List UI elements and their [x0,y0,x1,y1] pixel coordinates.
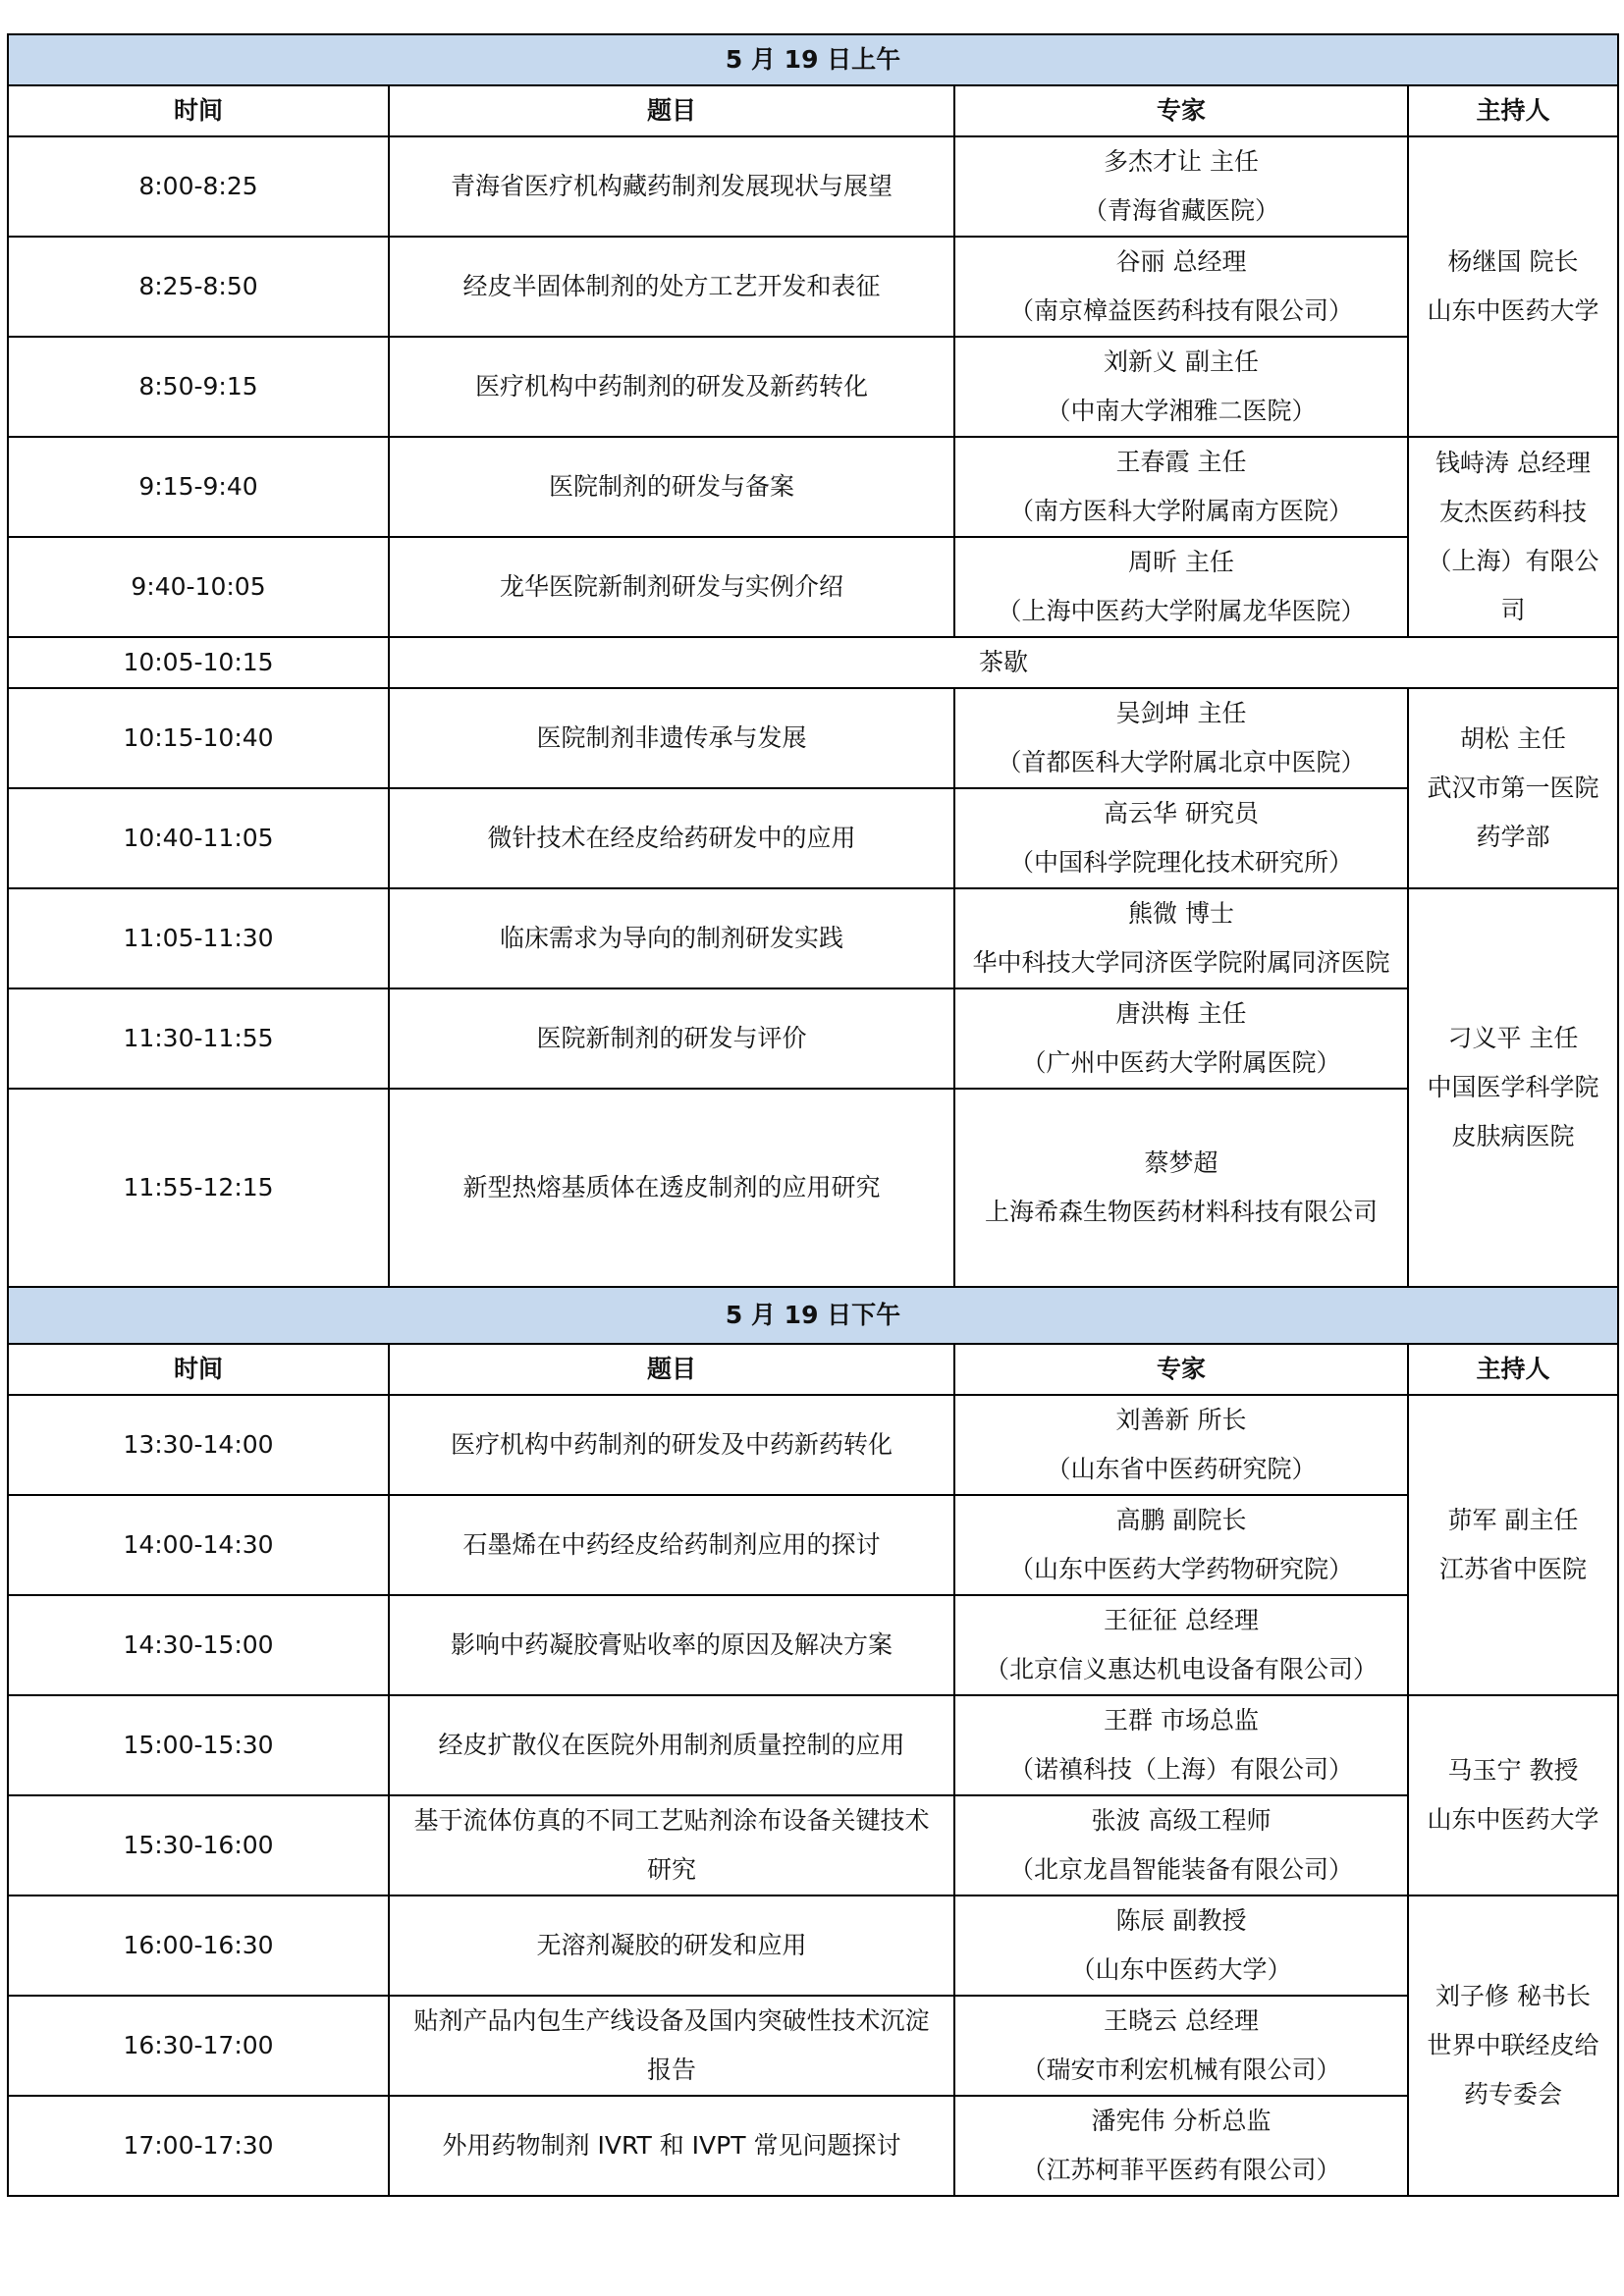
session-topic: 医疗机构中药制剂的研发及新药转化 [389,337,954,437]
expert-org: （山东中医药大学药物研究院） [1008,1555,1353,1583]
host-line: 茆军 副主任 [1447,1506,1579,1534]
header-host: 主持人 [1408,1344,1618,1395]
table-row [8,2096,1618,2196]
session-expert [954,2096,1408,2196]
table-row [8,1495,1618,1595]
session-expert [954,1395,1408,1495]
expert-org: （诺禛科技（上海）有限公司） [1008,1755,1353,1784]
section-title: 5 月 19 日下午 [8,1287,1618,1344]
host-line: 刁义平 主任 [1447,1024,1579,1052]
expert-org: （北京龙昌智能装备有限公司） [1008,1855,1353,1884]
expert-org: （中国科学院理化技术研究所） [1008,848,1353,877]
column-header-row [8,1344,1618,1395]
expert-name: 高鹏 副院长 [1115,1506,1247,1534]
session-host [1408,1896,1618,2196]
session-topic: 新型热熔基质体在透皮制剂的应用研究 [389,1089,954,1287]
session-time: 10:40-11:05 [8,788,389,888]
topic-line: 贴剂产品内包生产线设备及国内突破性技术沉淀 [413,2006,930,2035]
session-topic: 医院制剂的研发与备案 [389,437,954,537]
host-line: 中国医学科学院 [1427,1073,1599,1101]
expert-org: 华中科技大学同济医学院附属同济医院 [972,948,1390,977]
session-topic: 医院新制剂的研发与评价 [389,988,954,1089]
table-row [8,237,1618,337]
host-line: 江苏省中医院 [1439,1555,1588,1583]
expert-org: （北京信义惠达机电设备有限公司） [984,1655,1378,1683]
session-host [1408,688,1618,888]
session-expert [954,1695,1408,1795]
header-time: 时间 [8,1344,389,1395]
expert-name: 王春霞 主任 [1115,448,1247,476]
session-time: 8:00-8:25 [8,136,389,237]
expert-name: 唐洪梅 主任 [1115,999,1247,1028]
break-label: 茶歇 [389,637,1618,688]
expert-name: 蔡梦超 [1144,1148,1218,1177]
table-row [8,1996,1618,2096]
expert-name: 王征征 总经理 [1104,1606,1259,1634]
topic-line: 石墨烯在中药经皮给药制剂应用的探讨 [462,1530,881,1559]
expert-name: 王晓云 总经理 [1104,2006,1259,2035]
expert-org: （中南大学湘雅二医院） [1046,397,1317,425]
expert-name: 陈辰 副教授 [1115,1906,1247,1935]
header-time: 时间 [8,85,389,136]
session-topic: 临床需求为导向的制剂研发实践 [389,888,954,988]
host-line: 药学部 [1476,823,1550,851]
table-row [8,788,1618,888]
table-row [8,537,1618,637]
host-line: 友杰医药科技 [1439,498,1588,526]
session-time: 8:50-9:15 [8,337,389,437]
host-line: 世界中联经皮给 [1427,2031,1599,2059]
expert-name: 谷丽 总经理 [1115,247,1247,276]
session-topic: 龙华医院新制剂研发与实例介绍 [389,537,954,637]
host-line: 山东中医药大学 [1427,296,1599,325]
table-row [8,1395,1618,1495]
expert-org: （南京樟益医药科技有限公司） [1008,296,1353,325]
session-expert [954,437,1408,537]
session-time: 15:00-15:30 [8,1695,389,1795]
host-line: 马玉宁 教授 [1447,1756,1579,1785]
session-time: 9:15-9:40 [8,437,389,537]
session-host [1408,1395,1618,1695]
table-row [8,1695,1618,1795]
session-host [1408,437,1618,637]
session-expert [954,1795,1408,1896]
session-expert [954,1495,1408,1595]
session-expert [954,888,1408,988]
session-time: 14:00-14:30 [8,1495,389,1595]
session-expert [954,537,1408,637]
session-expert [954,237,1408,337]
expert-name: 周昕 主任 [1128,548,1234,576]
table-row [8,888,1618,988]
session-topic [389,1495,954,1595]
expert-org: （广州中医药大学附属医院） [1021,1048,1341,1077]
expert-name: 刘善新 所长 [1115,1406,1247,1434]
host-line: 药专委会 [1464,2080,1563,2109]
section-title: 5 月 19 日上午 [8,34,1618,85]
session-time: 8:25-8:50 [8,237,389,337]
session-time: 10:15-10:40 [8,688,389,788]
table-row [8,337,1618,437]
session-expert [954,1595,1408,1695]
host-line: 司 [1500,596,1526,624]
table-row [8,437,1618,537]
expert-org: （青海省藏医院） [1082,196,1279,225]
expert-org: （瑞安市利宏机械有限公司） [1021,2056,1341,2084]
expert-name: 熊微 博士 [1128,899,1234,928]
break-time: 10:05-10:15 [8,637,389,688]
session-time: 15:30-16:00 [8,1795,389,1896]
section-header-afternoon [8,1287,1618,1344]
session-topic: 青海省医疗机构藏药制剂发展现状与展望 [389,136,954,237]
session-host [1408,1695,1618,1896]
table-row [8,1795,1618,1896]
session-expert [954,1896,1408,1996]
topic-line: 基于流体仿真的不同工艺贴剂涂布设备关键技术 [413,1806,930,1835]
host-line: 皮肤病医院 [1451,1122,1575,1150]
expert-org: （南方医科大学附属南方医院） [1008,497,1353,525]
topic-line: 外用药物制剂 IVRT 和 IVPT 常见问题探讨 [442,2131,901,2160]
expert-org: （山东省中医药研究院） [1046,1455,1317,1483]
session-topic [389,1896,954,1996]
session-topic [389,1996,954,2096]
header-topic: 题目 [389,1344,954,1395]
topic-line: 无溶剂凝胶的研发和应用 [536,1931,807,1959]
session-expert [954,988,1408,1089]
expert-name: 多杰才让 主任 [1104,147,1259,176]
table-row [8,688,1618,788]
expert-name: 刘新义 副主任 [1104,347,1259,376]
session-time: 14:30-15:00 [8,1595,389,1695]
break-row [8,637,1618,688]
table-row [8,136,1618,237]
topic-line: 影响中药凝胶膏贴收率的原因及解决方案 [450,1630,893,1659]
session-time: 11:30-11:55 [8,988,389,1089]
expert-name: 潘宪伟 分析总监 [1091,2107,1272,2135]
session-topic: 微针技术在经皮给药研发中的应用 [389,788,954,888]
session-time: 11:55-12:15 [8,1089,389,1287]
session-expert [954,1089,1408,1287]
session-host [1408,888,1618,1287]
topic-line: 医疗机构中药制剂的研发及中药新药转化 [450,1430,893,1459]
header-host: 主持人 [1408,85,1618,136]
session-topic [389,2096,954,2196]
session-host [1408,136,1618,437]
host-line: （上海）有限公 [1427,547,1599,575]
expert-name: 王群 市场总监 [1104,1706,1259,1735]
header-topic: 题目 [389,85,954,136]
expert-org: 上海希森生物医药材料科技有限公司 [984,1198,1378,1226]
expert-org: （首都医科大学附属北京中医院） [997,748,1366,776]
session-time: 16:00-16:30 [8,1896,389,1996]
header-expert: 专家 [954,1344,1408,1395]
session-expert [954,688,1408,788]
session-time: 9:40-10:05 [8,537,389,637]
session-topic: 医院制剂非遗传承与发展 [389,688,954,788]
session-time: 13:30-14:00 [8,1395,389,1495]
header-expert: 专家 [954,85,1408,136]
host-line: 刘子修 秘书长 [1435,1982,1591,2010]
session-topic [389,1795,954,1896]
expert-name: 高云华 研究员 [1104,799,1259,828]
section-header-morning [8,34,1618,85]
expert-name: 吴剑坤 主任 [1115,699,1247,727]
host-line: 武汉市第一医院 [1427,774,1599,802]
topic-line: 研究 [646,1855,696,1884]
host-line: 胡松 主任 [1460,724,1566,753]
session-expert [954,1996,1408,2096]
host-line: 钱峙涛 总经理 [1435,449,1591,477]
session-expert [954,788,1408,888]
session-time: 16:30-17:00 [8,1996,389,2096]
table-row [8,1089,1618,1287]
session-topic [389,1595,954,1695]
host-line: 杨继国 院长 [1447,247,1579,276]
column-header-row [8,85,1618,136]
expert-name: 张波 高级工程师 [1091,1806,1272,1835]
session-topic [389,1695,954,1795]
session-time: 17:00-17:30 [8,2096,389,2196]
expert-org: （江苏柯菲平医药有限公司） [1021,2156,1341,2184]
table-row [8,988,1618,1089]
table-row [8,1595,1618,1695]
table-row [8,1896,1618,1996]
expert-org: （山东中医药大学） [1070,1955,1292,1984]
topic-line: 报告 [646,2056,696,2084]
session-time: 11:05-11:30 [8,888,389,988]
session-topic [389,1395,954,1495]
schedule-table [7,33,1619,2197]
host-line: 山东中医药大学 [1427,1805,1599,1834]
topic-line: 经皮扩散仪在医院外用制剂质量控制的应用 [438,1731,905,1759]
expert-org: （上海中医药大学附属龙华医院） [997,597,1366,625]
session-topic: 经皮半固体制剂的处方工艺开发和表征 [389,237,954,337]
session-expert [954,136,1408,237]
session-expert [954,337,1408,437]
